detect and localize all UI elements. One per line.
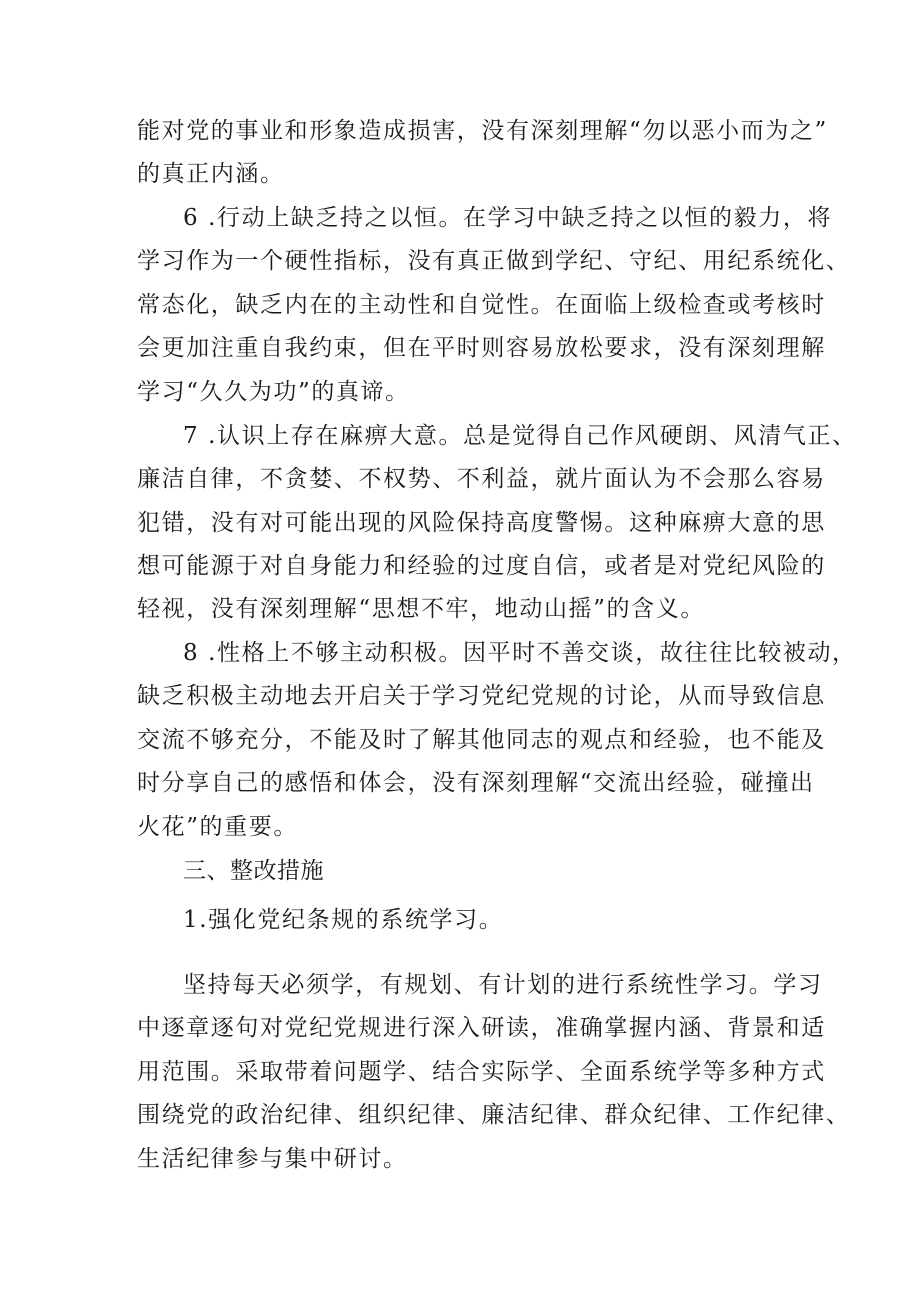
- paragraph-line: 常态化，缺乏内在的主动性和自觉性。在面临上级检查或考核时: [137, 292, 826, 318]
- paragraph-line: 廉洁自律，不贪婪、不权势、不利益，就片面认为不会那么容易: [137, 466, 826, 492]
- paragraph-line: 交流不够充分，不能及时了解其他同志的观点和经验，也不能及: [137, 727, 826, 753]
- paragraph-line: 轻视，没有深刻理解“思想不牢，地动山摇”的含义。: [137, 596, 705, 622]
- paragraph-line: 缺乏积极主动地去开启关于学习党纪党规的讨论，从而导致信息: [137, 683, 826, 709]
- paragraph-line: 学习作为一个硬性指标，没有真正做到学纪、守纪、用纪系统化、: [137, 248, 851, 274]
- paragraph-line: 用范围。采取带着问题学、结合实际学、全面系统学等多种方式: [137, 1059, 826, 1085]
- paragraph-line: 坚持每天必须学，有规划、有计划的进行系统性学习。学习: [183, 972, 823, 998]
- paragraph-line: 8 .性格上不够主动积极。因平时不善交谈，故往往比较被动，: [183, 640, 857, 666]
- paragraph-line: 学习“久久为功”的真谛。: [137, 379, 410, 405]
- paragraph-line: 犯错，没有对可能出现的风险保持高度警惕。这种麻痹大意的思: [137, 510, 826, 536]
- paragraph-line: 6 .行动上缺乏持之以恒。在学习中缺乏持之以恒的毅力，将: [183, 205, 833, 231]
- paragraph-line: 7 .认识上存在麻痹大意。总是觉得自己作风硬朗、风清气正、: [183, 423, 857, 449]
- paragraph-line: 时分享自己的感悟和体会，没有深刻理解“交流出经验，碰撞出: [137, 770, 815, 796]
- paragraph-line: 会更加注重自我约束，但在平时则容易放松要求，没有深刻理解: [137, 335, 826, 361]
- paragraph-line: 想可能源于对自身能力和经验的过度自信，或者是对党纪风险的: [137, 553, 826, 579]
- subheading-line: 1.强化党纪条规的系统学习。: [183, 907, 504, 933]
- paragraph-line: 生活纪律参与集中研讨。: [137, 1146, 408, 1172]
- paragraph-line: 能对党的事业和形象造成损害，没有深刻理解“勿以恶小而为之”: [137, 118, 828, 144]
- paragraph-line: 围绕党的政治纪律、组织纪律、廉洁纪律、群众纪律、工作纪律、: [137, 1102, 851, 1128]
- paragraph-line: 中逐章逐句对党纪党规进行深入研读，准确掌握内涵、背景和适: [137, 1015, 826, 1041]
- paragraph-line: 的真正内涵。: [137, 161, 285, 187]
- paragraph-line: 火花”的重要。: [137, 814, 298, 840]
- section-heading: 三、整改措施: [183, 858, 324, 884]
